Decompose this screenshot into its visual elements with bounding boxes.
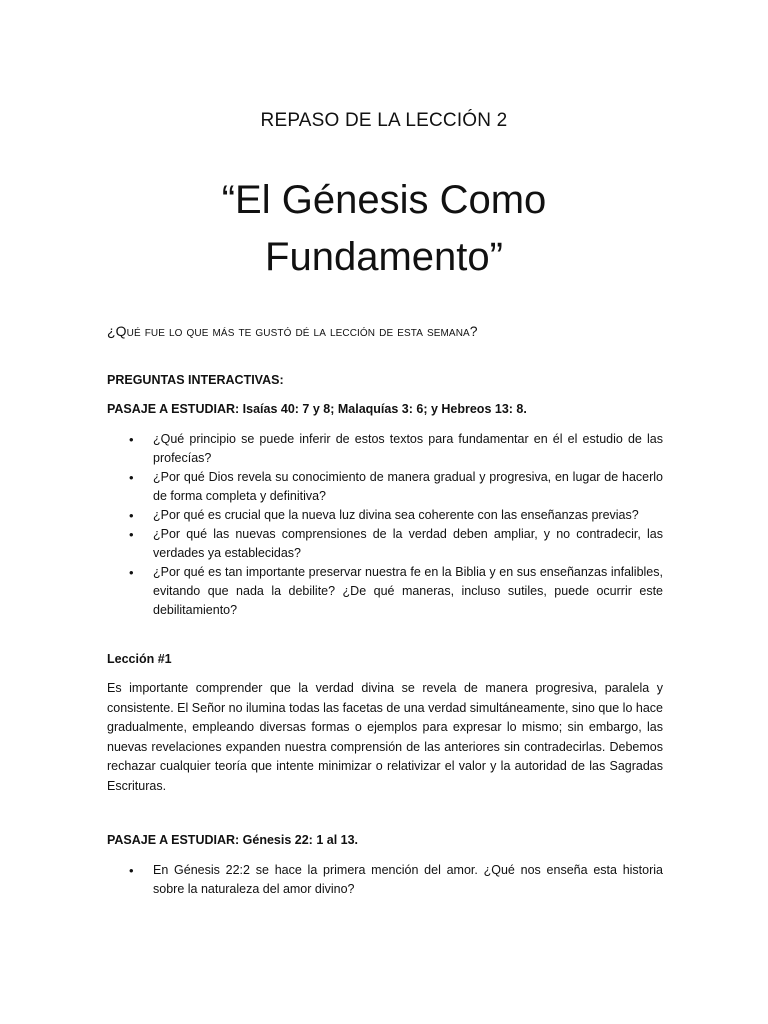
lesson-1-questions-list	[107, 861, 663, 899]
document-title	[0, 172, 768, 286]
lesson-1-paragraph: Es importante comprender que la verdad divina se revela de manera progresiva, paralela y consistente. El Señor no ilumina todas las facetas de una verdad simultáneamente, sino que lo hace gradualmente, empleando diversas formas o ejemplos para expresar lo mismo; sin embargo, las nuevas revelaciones expanden nuestra comprensión de las anteriores sin contradecirlas. Debemos rechazar cualquier teoría que intente minimizar o relativizar el valor y la autoridad de las Sagradas Escrituras.	[107, 681, 663, 793]
lesson-1-passage: PASAJE A ESTUDIAR: Génesis 22: 1 al 13.	[107, 833, 359, 847]
lesson-1-heading: Lección #1	[107, 652, 172, 666]
list-item: • ¿Por qué Dios revela su conocimiento de manera gradual y progresiva, en lugar de hacerlo de forma completa y definitiva?	[107, 468, 663, 506]
list-item: • ¿Por qué las nuevas comprensiones de la verdad deben ampliar, y no contradecir, las verdades ya establecidas?	[107, 525, 663, 563]
list-item: • ¿Qué principio se puede inferir de estos textos para fundamentar en él el estudio de las profecías?	[107, 430, 663, 468]
interactive-questions-heading: PREGUNTAS INTERACTIVAS:	[107, 373, 284, 387]
list-item: • ¿Por qué es tan importante preservar nuestra fe en la Biblia y en sus enseñanzas infalibles, evitando que nada la debilite? ¿De qué maneras, incluso sutiles, puede ocurrir este debilitamiento?	[107, 563, 663, 620]
list-item: • En Génesis 22:2 se hace la primera mención del amor. ¿Qué nos enseña esta historia sobre la naturaleza del amor divino?	[107, 861, 663, 899]
title-line-1: “El Génesis Como	[221, 178, 547, 222]
title-line-2: Fundamento”	[265, 235, 503, 279]
list-item: • ¿Por qué es crucial que la nueva luz divina sea coherente con las enseñanzas previas?	[107, 506, 663, 525]
passage-to-study: PASAJE A ESTUDIAR: Isaías 40: 7 y 8; Malaquías 3: 6; y Hebreos 13: 8.	[107, 402, 527, 416]
weekly-question: ¿Qué fue lo que más te gustó dé la lección de esta semana?	[107, 323, 478, 339]
interactive-questions-list	[107, 430, 663, 620]
lesson-subtitle: REPASO DE LA LECCIÓN 2	[260, 110, 508, 131]
